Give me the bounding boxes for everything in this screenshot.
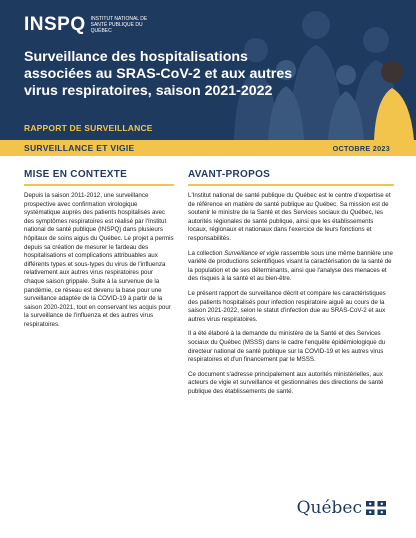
logo-subtitle: INSTITUT NATIONAL DE SANTÉ PUBLIQUE DU QUÉBEC	[90, 16, 148, 34]
collection-name: SURVEILLANCE ET VIGIE	[24, 143, 135, 153]
publication-date: OCTOBRE 2023	[332, 144, 390, 153]
foreword-paragraph-2	[188, 250, 394, 284]
context-paragraph: Depuis la saison 2011-2012, une surveillance prospective avec confirmation virologique systématique auprès des patients hospitalisés avec des symptômes respiratoires est réalisé par l'Institut national de santé publique (INSPQ) dans plusieurs hôpitaux de soins aigus du Québec. Le projet a permis depuis sa création de mesurer le fardeau des hospitalisations et complications attribuables aux différents types et sous-types du virus de l'influenza relativement aux autres virus respiratoires pour chaque saison grippale. Suite à la survenue de la pandémie, ce réseau est devenu la base pour une surveillance adaptée de la COVID-19 à partir de la saison 2020-2021, tout en conservant les acquis pour la surveillance de l'influenza et des autres virus respiratoires.	[24, 192, 174, 328]
foreword-paragraph-4: Il a été élaboré à la demande du ministère de la Santé et des Services sociaux du Québec (MSSS) dans le cadre l'enquête épidémiologique du directeur national de santé publique sur la COVID-19 et les autres virus respiratoires et d'un financement par le MSSS.	[188, 330, 386, 364]
right-heading-rule	[188, 184, 394, 186]
report-title: Surveillance des hospitalisations associées au SRAS-CoV-2 et aux autres virus respiratoires, saison 2021-2022	[24, 49, 293, 99]
collection-band	[0, 140, 416, 156]
foreword-paragraph-5: Ce document s'adresse principalement aux autorités ministérielles, aux acteurs de vigie et surveillance et gestionnaires des directions de santé publique des établissements de santé.	[188, 370, 384, 395]
quebec-wordmark: Québec	[296, 498, 362, 518]
quebec-government-logo	[297, 498, 386, 518]
logo-text: INSPQ	[24, 14, 86, 35]
foreword-paragraph-1: L'Institut national de santé publique du Québec est le centre d'expertise et de référence en matière de santé publique au Québec. Sa mission est de soutenir le ministre de la Santé et des Services sociaux du Québec, les autorités régionales de santé publique, ainsi que les établissements locaux, régionaux et nationaux dans l'exercice de leurs fonctions et responsabilités.	[188, 192, 391, 242]
cover-header	[0, 0, 416, 140]
right-column-heading: AVANT-PROPOS	[188, 169, 271, 180]
left-column-heading: MISE EN CONTEXTE	[24, 169, 128, 180]
foreword-p2-start: La collection	[188, 249, 225, 257]
foreword-column	[188, 192, 394, 402]
collection-title-italic: Surveillance et vigie	[224, 249, 280, 257]
quebec-flag-icon	[366, 501, 386, 515]
left-heading-rule	[24, 184, 174, 186]
foreword-p2-end: rassemble sous une même bannière une variété de productions scientifiques visant la caractérisation de la santé de la population et de ses déterminants, ainsi que l'analyse des menaces et des risques à la santé et au bien-être.	[188, 249, 394, 283]
report-subtitle: RAPPORT DE SURVEILLANCE	[24, 123, 153, 133]
inspq-logo	[24, 14, 161, 36]
foreword-paragraph-3: Le présent rapport de surveillance décrit et compare les caractéristiques des patients hospitalisés pour infection respiratoire aiguë au cours de la saison 2021-2022, selon le statut d'infection due au SRAS-CoV-2 et aux autres virus respiratoires.	[188, 289, 386, 323]
context-column	[24, 192, 174, 336]
